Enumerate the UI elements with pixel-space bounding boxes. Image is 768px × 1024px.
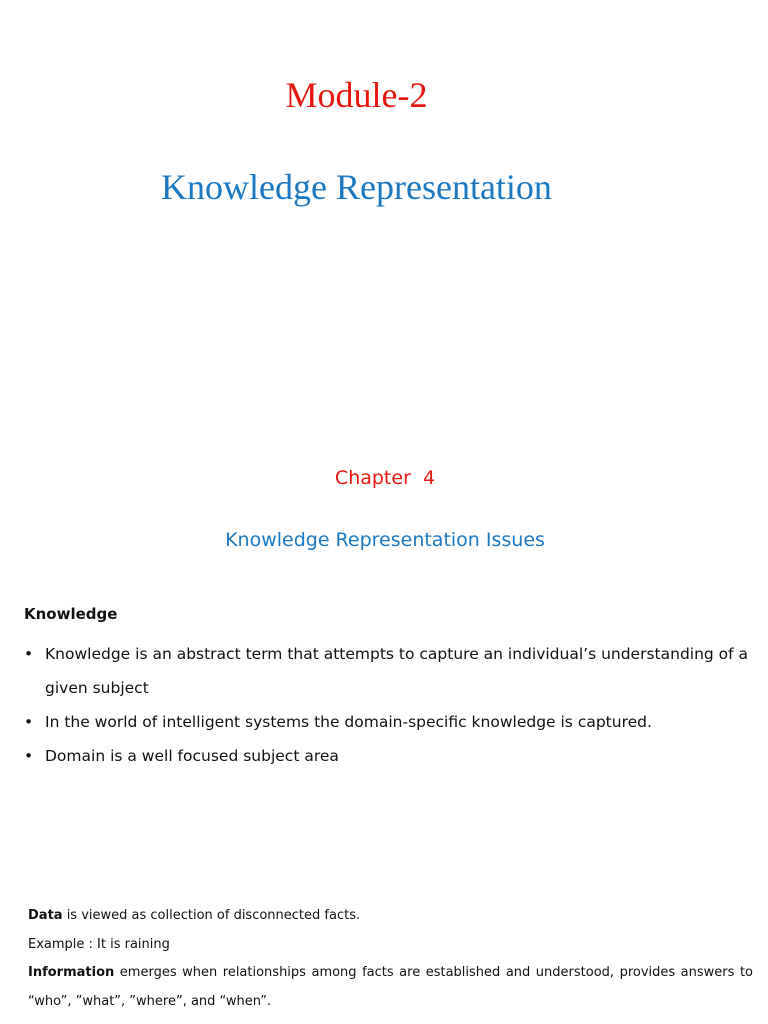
- list-item: [24, 705, 754, 739]
- chapter-subtitle: Knowledge Representation Issues: [225, 529, 545, 551]
- module-subtitle: Knowledge Representation: [161, 167, 552, 207]
- information-definition-text: emerges when relationships among facts are established and understood, provides answers to “who”, ”what”, ”where”, and “when”.: [28, 965, 753, 1009]
- bullet-text: In the world of intelligent systems the domain-specific knowledge is captured.: [45, 713, 652, 731]
- knowledge-heading: Knowledge: [24, 605, 118, 623]
- cut-off-text-line: [28, 1016, 753, 1024]
- information-term: Information: [28, 965, 115, 980]
- bullet-icon: •: [24, 747, 34, 765]
- list-item: [24, 637, 754, 705]
- bullet-text: Knowledge is an abstract term that attempts to capture an individual’s understanding of a given subject: [45, 645, 749, 697]
- data-definition: [28, 902, 753, 931]
- data-definition-text: is viewed as collection of disconnected facts.: [62, 908, 361, 923]
- definitions-notes: [28, 902, 753, 1016]
- data-term: Data: [28, 908, 63, 923]
- chapter-title: Chapter 4: [334, 467, 436, 489]
- bullet-icon: •: [24, 713, 34, 731]
- module-title: Module-2: [285, 75, 428, 115]
- knowledge-bullet-list: [24, 637, 754, 773]
- information-definition: [28, 959, 753, 1016]
- list-item: [24, 739, 754, 773]
- bullet-icon: •: [24, 645, 34, 663]
- bullet-text: Domain is a well focused subject area: [45, 747, 339, 765]
- example-line: Example : It is raining: [28, 936, 170, 952]
